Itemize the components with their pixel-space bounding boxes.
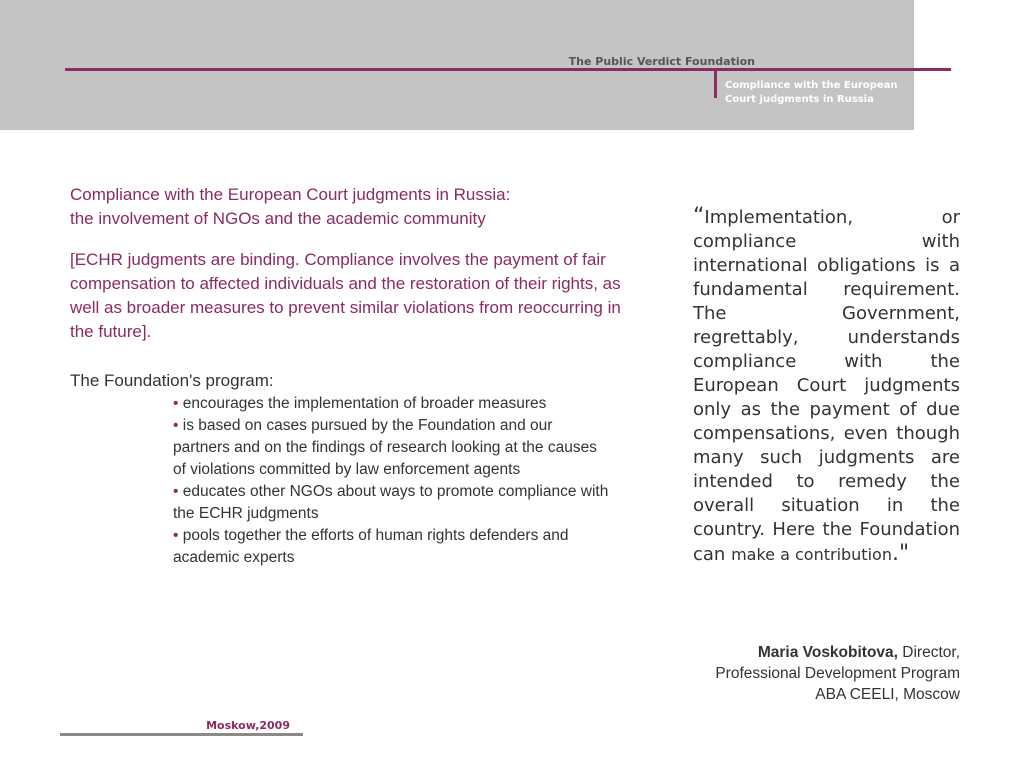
header-rule [65,68,951,71]
header-accent-bar [714,71,717,98]
footer-date: Moskow,2009 [206,719,290,732]
header-subtitle-line2: Court judgments in Russia [725,94,874,105]
list-item [173,481,613,525]
bullet-icon: • [173,527,179,544]
bullet-icon: • [173,395,179,412]
list-item [173,393,613,415]
page-title-line2: the involvement of NGOs and the academic community [70,209,486,228]
author-role: Director, [897,644,960,661]
attribution-line1 [640,642,960,663]
program-list [173,393,613,569]
author-program: Professional Development Program [715,665,960,682]
list-item-text: encourages the implementation of broader measures [182,395,547,412]
author-name: Maria Voskobitova, [757,644,898,661]
quote-attribution [640,642,960,705]
list-item-text: pools together the efforts of human rights defenders and academic experts [173,527,569,566]
page-title-line1: Compliance with the European Court judgments in Russia: [70,185,511,204]
quote-text: Implementation, or compliance with international obligations is a fundamental requirement. The Government, regrettably, understands compliance with the European Court judgments only as the payment of due compensations, even though many such judgments are intended to remedy the overall situation in the country. Here the Foundation can [693,207,960,565]
list-item-text: educates other NGOs about ways to promote compliance with the ECHR judgments [173,483,609,522]
quote-close-mark: ." [891,541,910,566]
bullet-icon: • [173,417,179,434]
quote-block [693,205,960,567]
list-item-text: is based on cases pursued by the Foundation and our partners and on the findings of research looking at the causes of violations committed by law enforcement agents [173,417,597,478]
organization-name: The Public Verdict Foundation [568,55,755,68]
author-org: ABA CEELI, Moscow [815,686,960,703]
quote-text-end: make a contribution [731,545,892,564]
list-item [173,525,613,569]
header-band [0,0,914,130]
page-title [70,183,630,231]
program-heading: The Foundation's program: [70,371,274,390]
header-subtitle [725,79,915,107]
header-subtitle-line1: Compliance with the European [725,80,898,91]
footer-rule [60,733,303,736]
intro-paragraph: [ECHR judgments are binding. Compliance involves the payment of fair compensation to affected individuals and the restoration of their rights, as well as broader measures to prevent similar violations from reoccurring in the future]. [70,250,621,341]
bullet-icon: • [173,483,179,500]
quote-open-mark: “ [693,204,705,229]
list-item [173,415,613,481]
